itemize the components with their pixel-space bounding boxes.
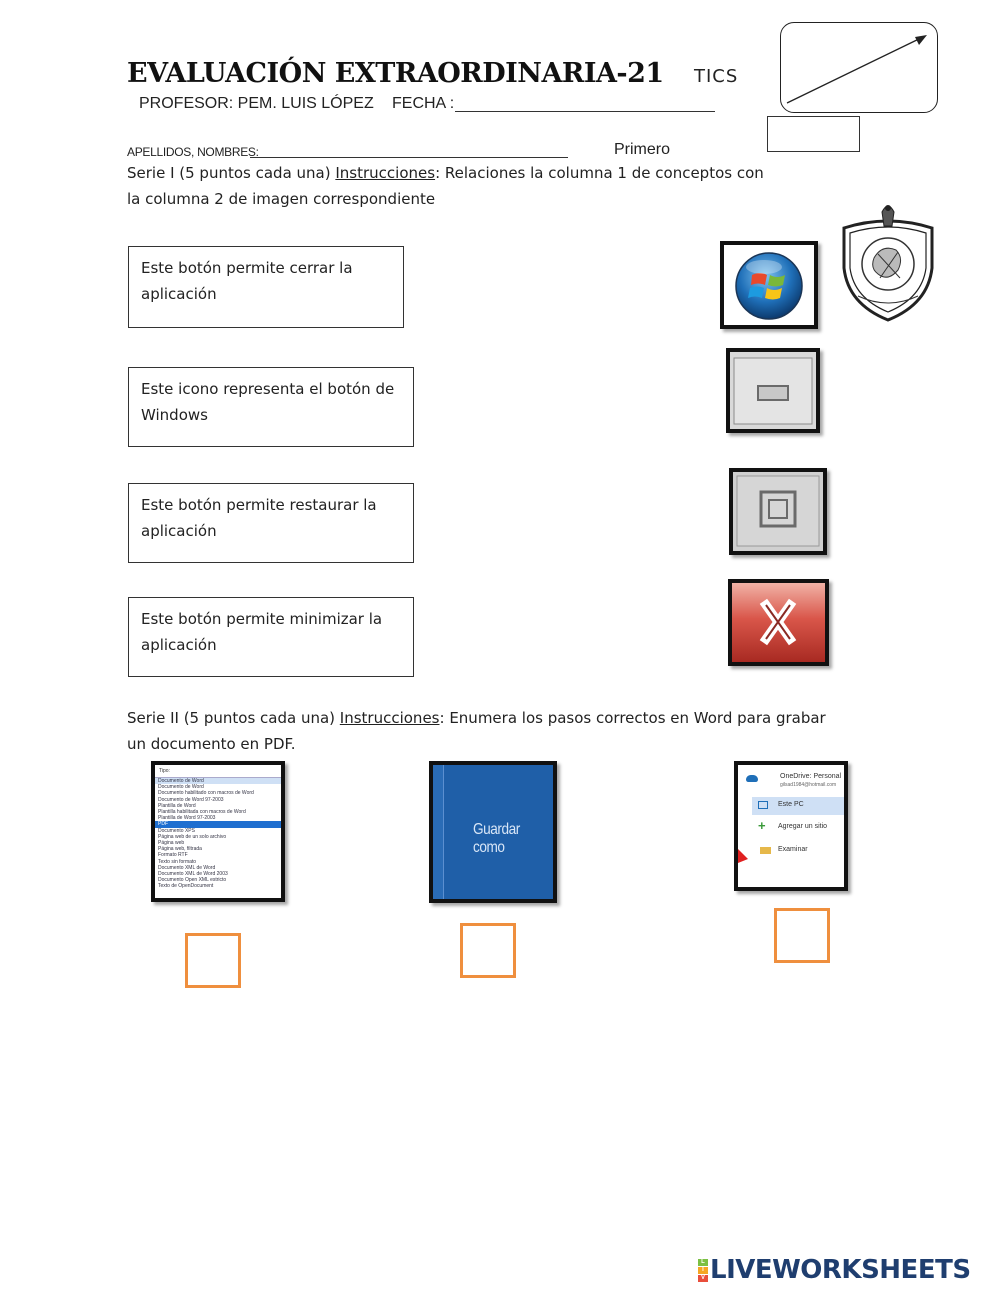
teacher-label: PROFESOR: PEM. LUIS LÓPEZ [139, 95, 374, 112]
logo-badge-l: L [698, 1259, 708, 1266]
logo-text: LIVEWORKSHEETS [710, 1255, 971, 1285]
this-pc-label: Este PC [778, 801, 804, 808]
browse-label: Examinar [778, 846, 808, 853]
answer-box-2[interactable] [460, 923, 516, 978]
monitor-icon [758, 801, 768, 809]
file-type-item: Documento de Word [155, 778, 281, 784]
file-type-item: Formato RTF [158, 852, 188, 859]
concept-box-1[interactable]: Este botón permite cerrar la aplicación [128, 246, 404, 328]
answer-box-1[interactable] [185, 933, 241, 988]
liveworksheets-logo [698, 1255, 971, 1285]
score-box [780, 22, 938, 113]
this-pc-row [752, 797, 848, 815]
serie1-lead: Serie I (5 puntos cada una) [127, 164, 336, 182]
file-type-item: PDF [155, 821, 281, 827]
concept-box-4[interactable]: Este botón permite minimizar la aplicación [128, 597, 414, 677]
file-type-item: Texto de OpenDocument [158, 883, 214, 890]
save-as-image[interactable] [429, 761, 557, 903]
file-type-item: Plantilla habilitada con macros de Word [158, 809, 246, 816]
file-type-item: Documento Open XML estricto [158, 877, 227, 884]
file-type-item: Página web de un solo archivo [158, 833, 227, 840]
folder-icon [760, 847, 771, 854]
close-button-image[interactable] [728, 579, 829, 666]
file-type-item: Texto sin formato [158, 858, 197, 865]
save-as-sidebar [433, 765, 444, 899]
windows-logo-icon [724, 245, 814, 325]
file-type-item: Documento de Word 97-2003 [158, 796, 224, 803]
minimize-icon [730, 352, 816, 429]
file-type-item: Documento XPS [158, 827, 195, 834]
serie2-instructions-word: Instrucciones [339, 709, 440, 727]
file-type-header: Tipo: [155, 765, 281, 778]
restore-icon [733, 472, 823, 551]
logo-badge-i: I [698, 1267, 708, 1274]
windows-logo-image[interactable] [720, 241, 818, 329]
date-label: FECHA : [392, 95, 455, 112]
subject-label: TICS [694, 66, 739, 87]
score-field[interactable] [767, 116, 860, 152]
score-arrow-icon [781, 23, 937, 112]
serie1-rest: : Relaciones la columna 1 de conceptos con la columna 2 de imagen correspondiente [127, 164, 764, 208]
serie2-lead: Serie II (5 puntos cada una) [127, 709, 340, 727]
serie1-instructions-word: Instrucciones [335, 164, 436, 182]
file-type-item: Documento XML de Word [158, 864, 216, 871]
minimize-button-image[interactable] [726, 348, 820, 433]
file-type-item: Página web [158, 840, 185, 847]
answer-box-3[interactable] [774, 908, 830, 963]
file-type-list-image[interactable] [151, 761, 285, 902]
plus-icon: + [758, 818, 766, 833]
school-crest-icon [838, 198, 938, 324]
grade-label: Primero [614, 141, 671, 158]
save-as-label: Guardar como [473, 821, 520, 856]
file-type-list [155, 778, 281, 890]
page-title: EVALUACIÓN EXTRAORDINARIA-21 [127, 58, 664, 89]
logo-badge-v: V [698, 1275, 708, 1282]
cloud-icon [746, 775, 758, 782]
file-type-item: Documento de Word [158, 784, 204, 791]
file-type-item: Plantilla de Word 97-2003 [158, 815, 216, 822]
serie2-instructions [127, 705, 847, 757]
serie2-rest: : Enumera los pasos correctos en Word para grabar un documento en PDF. [127, 709, 826, 753]
file-type-item: Documento habilitado con macros de Word [158, 790, 254, 797]
logo-badge [698, 1259, 708, 1282]
red-arrow-icon [738, 849, 750, 865]
names-label: APELLIDOS, NOMBRES: [127, 145, 259, 159]
add-site-label: Agregar un sitio [778, 823, 828, 830]
serie1-instructions [127, 160, 777, 212]
date-field[interactable] [455, 111, 715, 112]
restore-button-image[interactable] [729, 468, 827, 555]
concept-box-3[interactable]: Este botón permite restaurar la aplicación [128, 483, 414, 563]
file-type-item: Documento XML de Word 2003 [158, 871, 228, 878]
save-location-image[interactable] [734, 761, 848, 891]
names-field[interactable] [250, 157, 568, 158]
file-type-item: Plantilla de Word [158, 802, 196, 809]
onedrive-label: OneDrive: Personal [780, 773, 842, 780]
concept-box-2[interactable]: Este icono representa el botón de Windows [128, 367, 414, 447]
file-type-item: Página web, filtrada [158, 846, 202, 853]
onedrive-email: gilsad1984@hotmail.com [780, 782, 837, 788]
close-icon [732, 583, 825, 662]
